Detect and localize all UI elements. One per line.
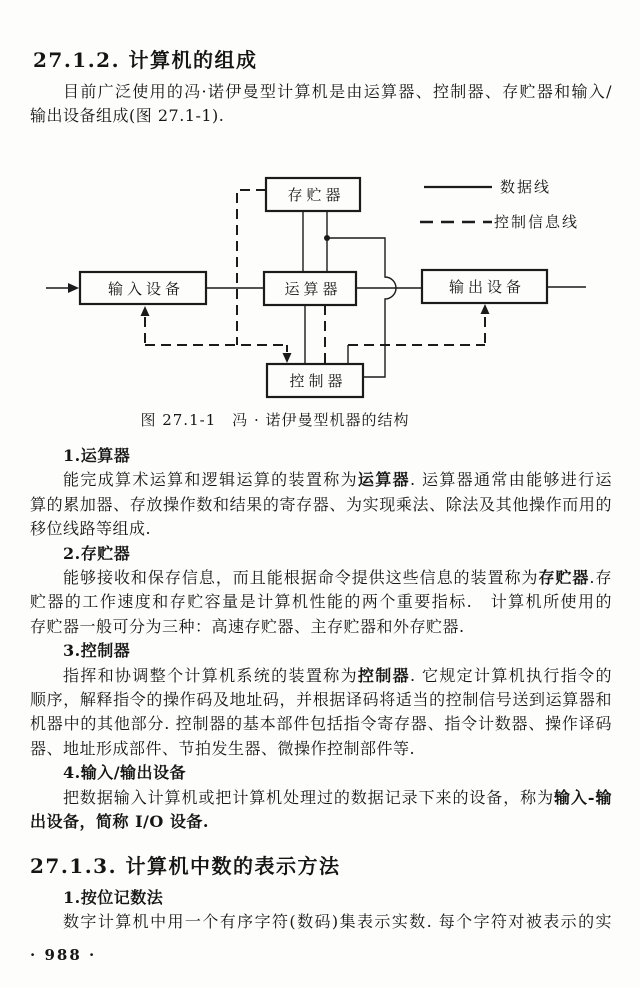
figure-caption: 图 27.1-1 冯 · 诺伊曼型机器的结构	[140, 411, 410, 429]
control-box-label: 控制器	[289, 372, 347, 390]
von-neumann-diagram	[0, 155, 640, 405]
subsection-heading: 3.控制器	[63, 641, 131, 661]
text-line: 能够接收和保存信息，而且能根据命令提供这些信息的装置称为存贮器.存	[63, 568, 612, 588]
control-line-to-memory	[237, 190, 266, 345]
text-line: 机器中的其他部分. 控制器的基本部件包括指令寄存器、指令计数器、操作译码	[30, 714, 612, 734]
output-box-label: 输出设备	[448, 278, 526, 296]
text-line: 顺序，解释指令的操作码及地址码，并根据译码将适当的控制信号送到运算器和	[30, 690, 612, 710]
text-line: 存贮器一般可分为三种：高速存贮器、主存贮器和外存贮器.	[30, 616, 465, 636]
arrow-right-icon	[68, 283, 79, 293]
tail-text	[30, 886, 612, 935]
subsection-heading: 1.运算器	[63, 446, 131, 465]
arrow-down-icon	[283, 353, 292, 363]
arrow-up-icon	[141, 306, 150, 316]
memory-box-label: 存贮器	[287, 186, 345, 204]
data-line-branch-to-control	[327, 238, 396, 377]
text-line: 指挥和协调整个计算机系统的装置称为控制器. 它规定计算机执行指令的	[63, 665, 612, 685]
subsection-heading: 2.存贮器	[63, 543, 131, 563]
section-heading-2712: 27.1.2. 计算机的组成	[33, 48, 258, 72]
text-line: 输出设备组成(图 27.1-1).	[30, 106, 225, 126]
legend-data-label: 数据线	[500, 178, 552, 196]
text-line: 出设备，简称 I/O 设备.	[30, 812, 209, 832]
text-line: 目前广泛使用的冯·诺伊曼型计算机是由运算器、控制器、存贮器和输入/	[63, 82, 612, 101]
text-line: 器、地址形成部件、节拍发生器、微操作控制部件等.	[30, 738, 416, 758]
text-line: 移位线路等组成.	[30, 519, 152, 539]
page-number: · 988 ·	[30, 946, 97, 964]
text-line: 贮器的工作速度和存贮容量是计算机性能的两个重要指标. 计算机所使用的	[30, 592, 612, 612]
arrow-up-icon	[481, 304, 490, 314]
text-line: 数字计算机中用一个有序字符(数码)集表示实数. 每个字符对被表示的实	[63, 912, 612, 932]
alu-box-label: 运算器	[284, 280, 342, 298]
subsection-heading: 4.输入/输出设备	[63, 763, 187, 783]
text-line: 把数据输入计算机或把计算机处理过的数据记录下来的设备，称为输入-输	[63, 787, 612, 807]
text-line: 能完成算术运算和逻辑运算的装置称为运算器. 运算器通常由能够进行运	[63, 470, 612, 490]
subsection-heading: 1.按位记数法	[63, 888, 164, 907]
legend-control-label: 控制信息线	[494, 213, 580, 231]
text-line: 算的累加器、存放操作数和结果的寄存器、为实现乘法、除法及其他操作而用的	[30, 494, 612, 514]
section-heading-2713: 27.1.3. 计算机中数的表示方法	[30, 854, 341, 878]
body-text	[30, 444, 612, 835]
intro-paragraph	[30, 80, 612, 129]
input-box-label: 输入设备	[107, 280, 185, 298]
